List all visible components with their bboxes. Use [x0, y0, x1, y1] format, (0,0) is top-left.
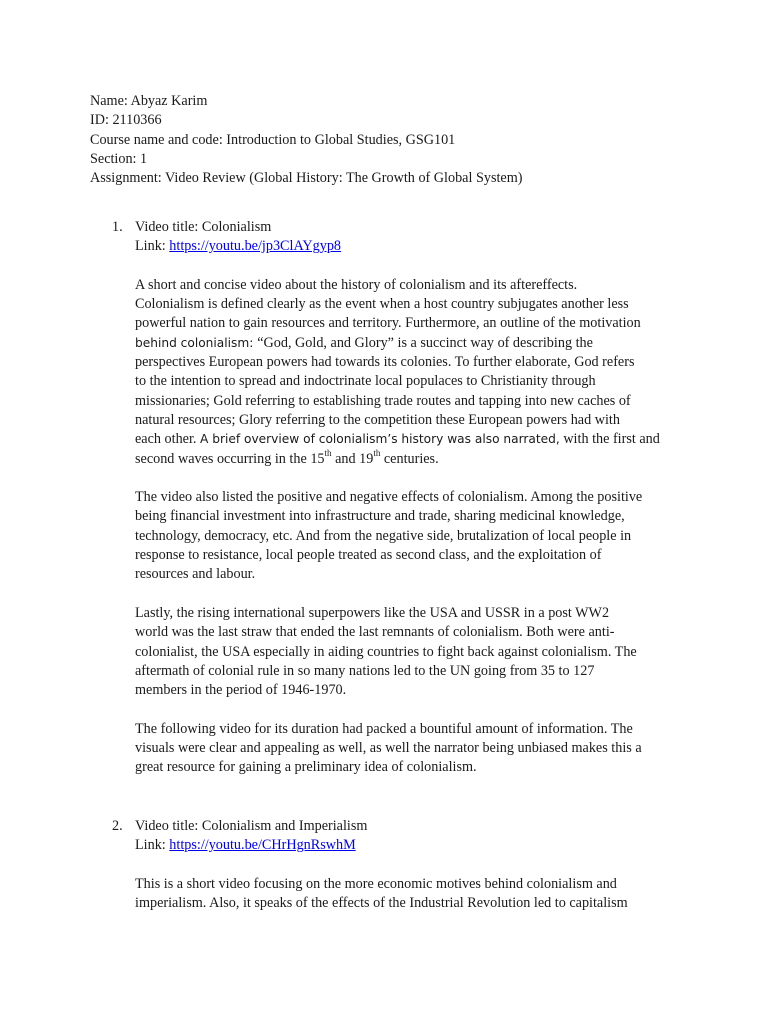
paragraph-line: being financial investment into infrastructure and trade, sharing medicinal knowledge, [135, 508, 625, 525]
video-title: Video title: Colonialism and Imperialism [135, 818, 368, 834]
student-id: ID: 2110366 [90, 112, 162, 129]
video-link-line [135, 836, 675, 855]
paragraph-line [135, 334, 675, 353]
paragraph-line [135, 447, 675, 469]
paragraph-line: Lastly, the rising international superpowers like the USA and USSR in a post WW2 [135, 604, 610, 621]
paragraph-line: A short and concise video about the history of colonialism and its aftereffects. [135, 276, 578, 293]
paragraph-line: Colonialism is defined clearly as the event when a host country subjugates another less [135, 296, 629, 313]
video-review-item-2 [90, 817, 690, 913]
paragraph-line: missionaries; Gold referring to establishing trade routes and tapping into new caches of [135, 392, 631, 409]
paragraph-line: response to resistance, local people treated as second class, and the exploitation of [135, 547, 602, 564]
link-label: Link: [135, 238, 170, 255]
review-paragraph-3 [135, 604, 675, 700]
section-info: Section: 1 [90, 150, 148, 167]
paragraph-line: The following video for its duration had packed a bountiful amount of information. The [135, 720, 633, 737]
review-paragraph-4 [135, 720, 675, 778]
paragraph-line: natural resources; Glory referring to the competition these European powers had with [135, 411, 620, 428]
assignment-info: Assignment: Video Review (Global History: The Growth of Global System) [90, 170, 523, 187]
student-name: Name: Abyaz Karim [90, 93, 208, 109]
course-info: Course name and code: Introduction to Global Studies, GSG101 [90, 131, 456, 148]
paragraph-span: with the first and [559, 431, 660, 448]
paragraph-line: powerful nation to gain resources and territory. Furthermore, an outline of the motivation [135, 315, 641, 332]
student-info-header [90, 92, 690, 188]
paragraph-span: centuries. [380, 450, 439, 467]
review-paragraph-2 [135, 488, 675, 584]
review-paragraph-1 [135, 276, 675, 469]
paragraph-span: and 19 [331, 450, 374, 467]
paragraph-line: This is a short video focusing on the more economic motives behind colonialism and [135, 875, 617, 892]
paragraph-line: imperialism. Also, it speaks of the effects of the Industrial Revolution led to capitalism [135, 895, 628, 912]
paragraph-line: aftermath of colonial rule in so many nations led to the UN going from 35 to 127 [135, 662, 595, 679]
video-review-item-1 [90, 218, 690, 778]
video-link-line [135, 237, 675, 256]
paragraph-line: resources and labour. [135, 566, 256, 583]
paragraph-line [135, 430, 675, 449]
video-link[interactable]: https://youtu.be/CHrHgnRswhM [169, 837, 356, 854]
video-title: Video title: Colonialism [135, 219, 272, 235]
paragraph-line: world was the last straw that ended the last remnants of colonialism. Both were anti- [135, 624, 615, 641]
superscript: th [324, 447, 332, 458]
paragraph-line: The video also listed the positive and negative effects of colonialism. Among the positive [135, 489, 643, 506]
paragraph-span: “God, Gold, and Glory” is a succinct way of describing the [257, 334, 593, 351]
paragraph-line: perspectives European powers had towards its colonies. To further elaborate, God refers [135, 354, 635, 371]
review-paragraph-1 [135, 875, 675, 914]
paragraph-span: A brief overview of colonialism’s history was also narrated, [200, 432, 560, 447]
paragraph-span: second waves occurring in the 15 [135, 450, 325, 467]
paragraph-line: to the intention to spread and indoctrinate local populaces to Christianity through [135, 373, 596, 390]
paragraph-line: visuals were clear and appealing as well, as well the narrator being unbiased makes this a [135, 740, 642, 757]
superscript: th [373, 447, 381, 458]
paragraph-span: behind colonialism: [135, 335, 258, 350]
link-label: Link: [135, 837, 170, 854]
paragraph-line: members in the period of 1946-1970. [135, 682, 347, 699]
paragraph-span: each other. [135, 431, 200, 448]
paragraph-line: colonialist, the USA especially in aiding countries to fight back against colonialism. The [135, 643, 637, 660]
paragraph-line: technology, democracy, etc. And from the negative side, brutalization of local people in [135, 527, 632, 544]
paragraph-line: great resource for gaining a preliminary idea of colonialism. [135, 759, 477, 776]
video-link[interactable]: https://youtu.be/jp3ClAYgyp8 [169, 238, 342, 255]
item-number: 1. [112, 219, 123, 235]
item-number: 2. [112, 818, 123, 834]
